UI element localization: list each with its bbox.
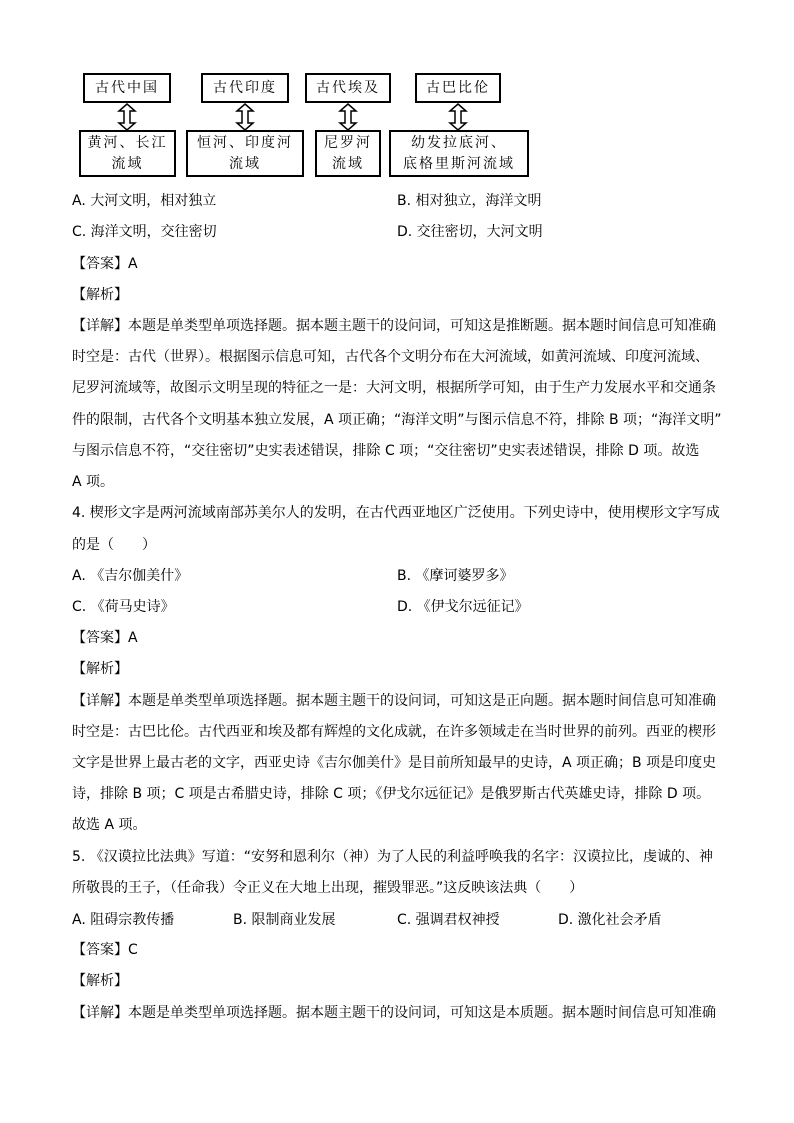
q3-detail-line: 【详解】本题是单类型单项选择题。据本题主题干的设问词，可知这是推断题。据本题时间信息可知准确 xyxy=(72,318,716,334)
q4-stem: 4. 楔形文字是两河流域南部苏美尔人的发明，在古代西亚地区广泛使用。下列史诗中，使用楔形文字写成 xyxy=(72,505,720,521)
q4-detail-line: 时空是：古巴比伦。古代西亚和埃及都有辉煌的文化成就，在许多领域走在当时世界的前列。西亚的楔形 xyxy=(72,724,716,740)
diagram-bottom-box-egypt xyxy=(315,130,381,177)
q3-option-d: D. 交往密切，大河文明 xyxy=(397,224,543,240)
q3-detail-line: A 项。 xyxy=(72,474,115,490)
q5-stem: 所敬畏的王子，（任命我）令正义在大地上出现，摧毁罪恶。”这反映该法典（ ） xyxy=(72,880,584,896)
q4-option-b: B. 《摩诃婆罗多》 xyxy=(397,568,514,584)
q4-detail-line: 【详解】本题是单类型单项选择题。据本题主题干的设问词，可知这是正向题。据本题时间信息可知准确 xyxy=(72,693,716,709)
diagram-top-box-china: 古代中国 xyxy=(83,73,171,103)
q4-answer: 【答案】A xyxy=(72,630,138,646)
diagram-bottom-box-india xyxy=(186,130,304,177)
diagram-top-box-india: 古代印度 xyxy=(201,73,289,103)
q4-option-d: D. 《伊戈尔远征记》 xyxy=(397,599,529,615)
q5-detail-line: 【详解】本题是单类型单项选择题。据本题主题干的设问词，可知这是本质题。据本题时间信息可知准确 xyxy=(72,1005,716,1021)
q4-stem: 的是（ ） xyxy=(72,537,156,553)
q5-option-c: C. 强调君权神授 xyxy=(397,912,500,928)
q4-analysis-label: 【解析】 xyxy=(72,661,128,677)
q5-option-b: B. 限制商业发展 xyxy=(233,912,336,928)
q4-detail-line: 故选 A 项。 xyxy=(72,817,147,833)
q4-detail-line: 文字是世界上最古老的文字，西亚史诗《吉尔伽美什》是目前所知最早的史诗，A 项正确；B 项是印度史 xyxy=(72,755,717,771)
double-arrow-icon xyxy=(338,103,358,131)
q3-option-a: A. 大河文明，相对独立 xyxy=(72,193,217,209)
q3-option-c: C. 海洋文明，交往密切 xyxy=(72,224,217,240)
q5-answer: 【答案】C xyxy=(72,942,138,958)
diagram-bottom-line: 流域 xyxy=(229,155,261,172)
diagram-bottom-line: 恒河、印度河 xyxy=(197,134,293,151)
double-arrow-icon xyxy=(117,103,137,131)
diagram-top-box-babylon: 古巴比伦 xyxy=(415,73,501,103)
diagram-top-box-egypt: 古代埃及 xyxy=(305,73,391,103)
diagram-bottom-line: 底格里斯河流域 xyxy=(403,155,515,172)
q3-option-b: B. 相对独立，海洋文明 xyxy=(397,193,542,209)
q4-detail-line: 诗，排除 B 项；C 项是古希腊史诗，排除 C 项；《伊戈尔远征记》是俄罗斯古代英雄史诗，排除 D 项。 xyxy=(72,786,711,802)
q5-analysis-label: 【解析】 xyxy=(72,973,128,989)
civilization-diagram xyxy=(0,0,794,185)
diagram-bottom-line: 幼发拉底河、 xyxy=(411,134,507,151)
q4-option-a: A. 《吉尔伽美什》 xyxy=(72,568,189,584)
diagram-bottom-line: 尼罗河 xyxy=(324,134,372,151)
q5-option-d: D. 激化社会矛盾 xyxy=(558,912,662,928)
diagram-bottom-line: 流域 xyxy=(332,155,364,172)
q3-analysis-label: 【解析】 xyxy=(72,287,128,303)
q3-detail-line: 件的限制，古代各个文明基本独立发展，A 项正确；“海洋文明”与图示信息不符，排除 B 项；“海洋文明” xyxy=(72,412,722,428)
diagram-bottom-line: 黄河、长江 xyxy=(87,134,168,151)
q3-detail-line: 尼罗河流域等，故图示文明呈现的特征之一是：大河文明，根据所学可知，由于生产力发展水平和交通条 xyxy=(72,380,716,396)
double-arrow-icon xyxy=(448,103,468,131)
q3-answer: 【答案】A xyxy=(72,256,138,272)
diagram-bottom-box-china xyxy=(79,130,176,177)
double-arrow-icon xyxy=(235,103,255,131)
q4-option-c: C. 《荷马史诗》 xyxy=(72,599,175,615)
q3-detail-line: 与图示信息不符，“交往密切”史实表述错误，排除 C 项；“交往密切”史实表述错误，排除 D 项。故选 xyxy=(72,443,700,459)
q5-option-a: A. 阻碍宗教传播 xyxy=(72,912,175,928)
diagram-bottom-box-babylon xyxy=(389,130,529,177)
q3-detail-line: 时空是：古代（世界）。根据图示信息可知，古代各个文明分布在大河流域，如黄河流域、印度河流域、 xyxy=(72,349,709,365)
q5-stem: 5. 《汉谟拉比法典》写道：“安努和恩利尔（神）为了人民的利益呼唤我的名字：汉谟拉比，虔诚的、神 xyxy=(72,849,714,865)
diagram-bottom-line: 流域 xyxy=(111,155,144,172)
